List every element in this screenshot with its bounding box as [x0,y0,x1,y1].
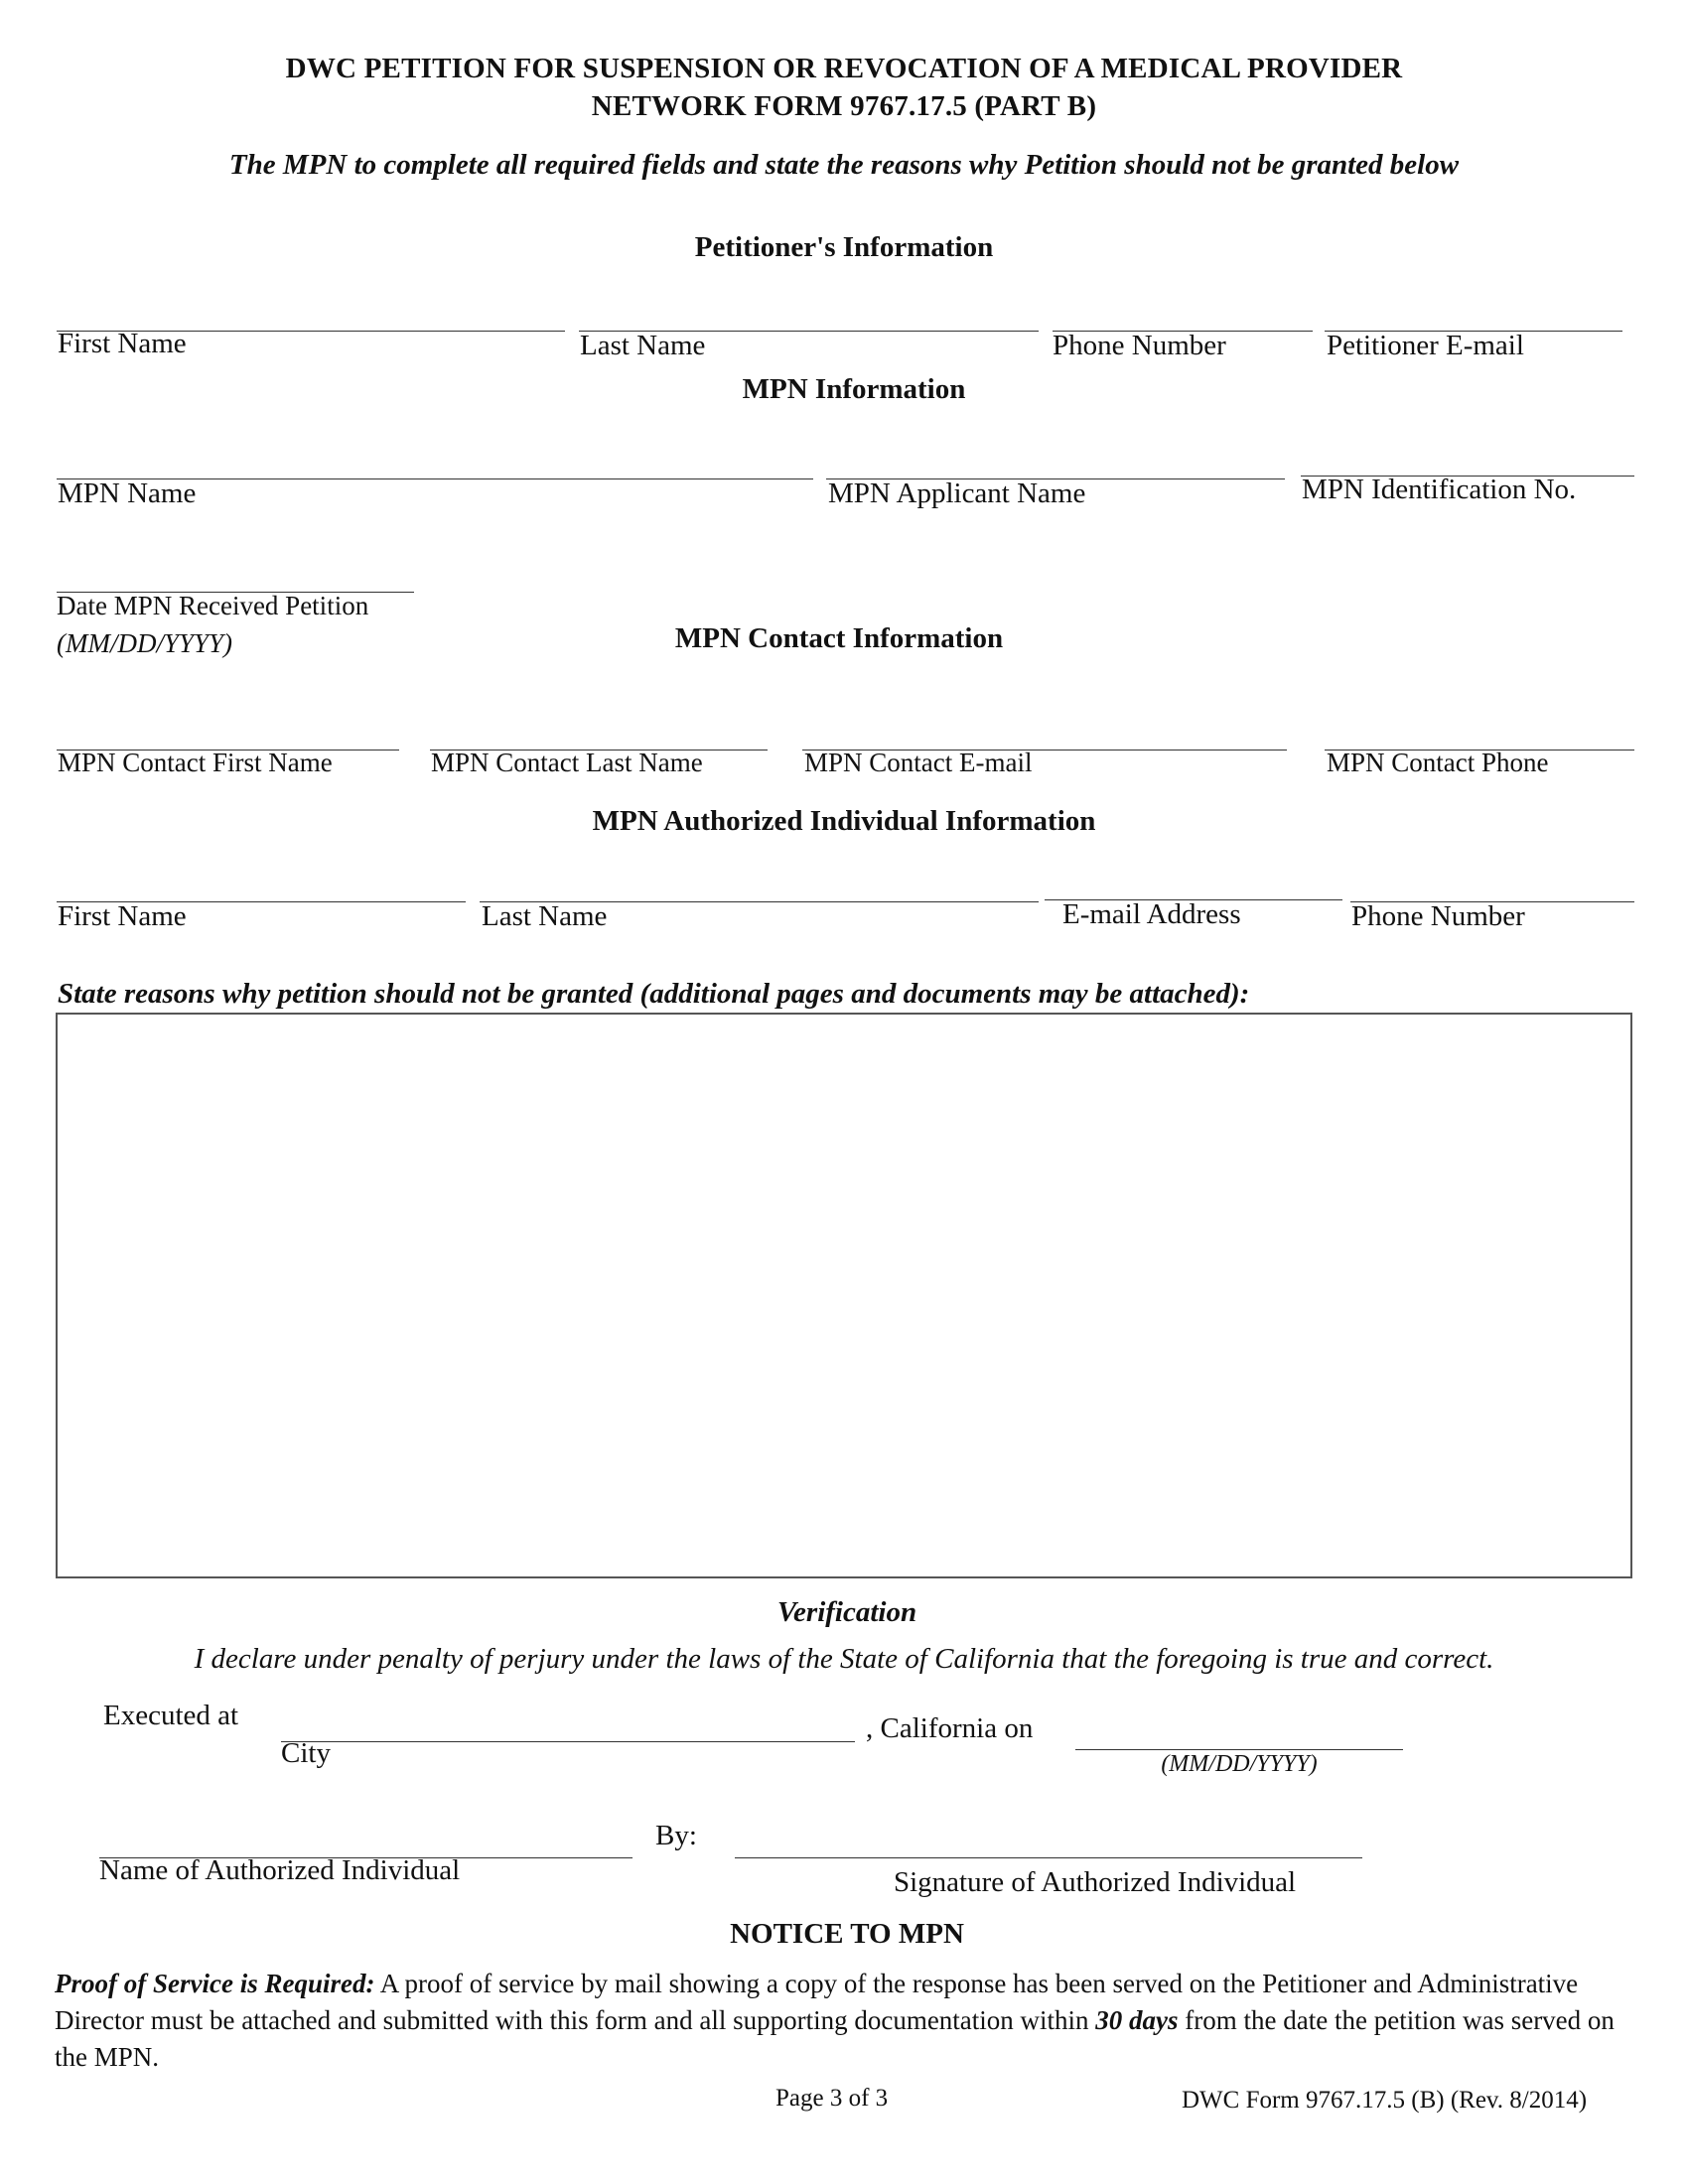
by-label: By: [655,1820,697,1851]
mpn-date-format-hint: (MM/DD/YYYY) [57,628,233,658]
form-instructions: The MPN to complete all required fields and state the reasons why Petition should not be granted below [228,149,1460,181]
executed-at-label: Executed at [103,1700,239,1731]
authorized-email-label: E-mail Address [1062,898,1241,930]
authorized-first-name-label: First Name [58,900,187,932]
mpn-id-number-label: MPN Identification No. [1302,474,1577,505]
authorized-heading: MPN Authorized Individual Information [592,805,1096,837]
mpn-date-received-label: Date MPN Received Petition [57,591,369,620]
petitioner-phone-label: Phone Number [1053,330,1226,361]
notice-text-1: A proof of service by mail showing a copy of the response has been served on the Petitioner and Administrative Director must be attached and submitted with this form and all supporting documentation within [55,1969,1579,2035]
execution-date-format-hint: (MM/DD/YYYY) [1161,1751,1318,1777]
signature-label: Signature of Authorized Individual [894,1866,1297,1898]
verification-declaration: I declare under penalty of perjury under the laws of the State of California that the foregoing is true and correct. [194,1643,1494,1675]
mpn-heading: MPN Information [742,373,966,405]
verification-heading: Verification [776,1596,917,1628]
city-label: City [281,1737,331,1769]
contact-last-name-label: MPN Contact Last Name [431,748,703,777]
notice-heading: NOTICE TO MPN [730,1918,964,1950]
notice-text-2: from the date the petition was served on the MPN. [55,2005,1615,2072]
reasons-textarea[interactable] [56,1013,1632,1578]
contact-phone-label: MPN Contact Phone [1327,748,1549,777]
execution-date-field[interactable] [1075,1749,1403,1750]
contact-first-name-label: MPN Contact First Name [58,748,333,777]
form-revision-id: DWC Form 9767.17.5 (B) (Rev. 8/2014) [1182,2087,1588,2114]
mpn-applicant-name-label: MPN Applicant Name [828,478,1086,509]
petitioner-first-name-label: First Name [58,328,187,359]
city-field[interactable] [281,1741,855,1742]
notice-lead: Proof of Service is Required: [55,1969,375,1998]
authorized-last-name-label: Last Name [482,900,608,932]
authorized-name-label: Name of Authorized Individual [99,1854,461,1886]
authorized-phone-label: Phone Number [1351,900,1525,932]
signature-field[interactable] [735,1857,1362,1858]
mpn-name-label: MPN Name [58,478,197,509]
contact-heading: MPN Contact Information [674,622,1004,654]
petitioner-heading: Petitioner's Information [694,231,994,263]
petitioner-last-name-label: Last Name [580,330,706,361]
notice-paragraph [55,1966,1643,2076]
contact-email-label: MPN Contact E-mail [804,748,1033,777]
form-title-line-1: DWC PETITION FOR SUSPENSION OR REVOCATION OF A MEDICAL PROVIDER [285,53,1403,84]
california-on-label: , California on [866,1712,1034,1744]
petitioner-email-label: Petitioner E-mail [1327,330,1524,361]
page-number: Page 3 of 3 [775,2085,889,2112]
notice-days: 30 days [1095,2005,1179,2035]
form-title-line-2: NETWORK FORM 9767.17.5 (PART B) [591,90,1097,122]
reasons-label: State reasons why petition should not be granted (additional pages and documents may be attached): [58,978,1250,1010]
